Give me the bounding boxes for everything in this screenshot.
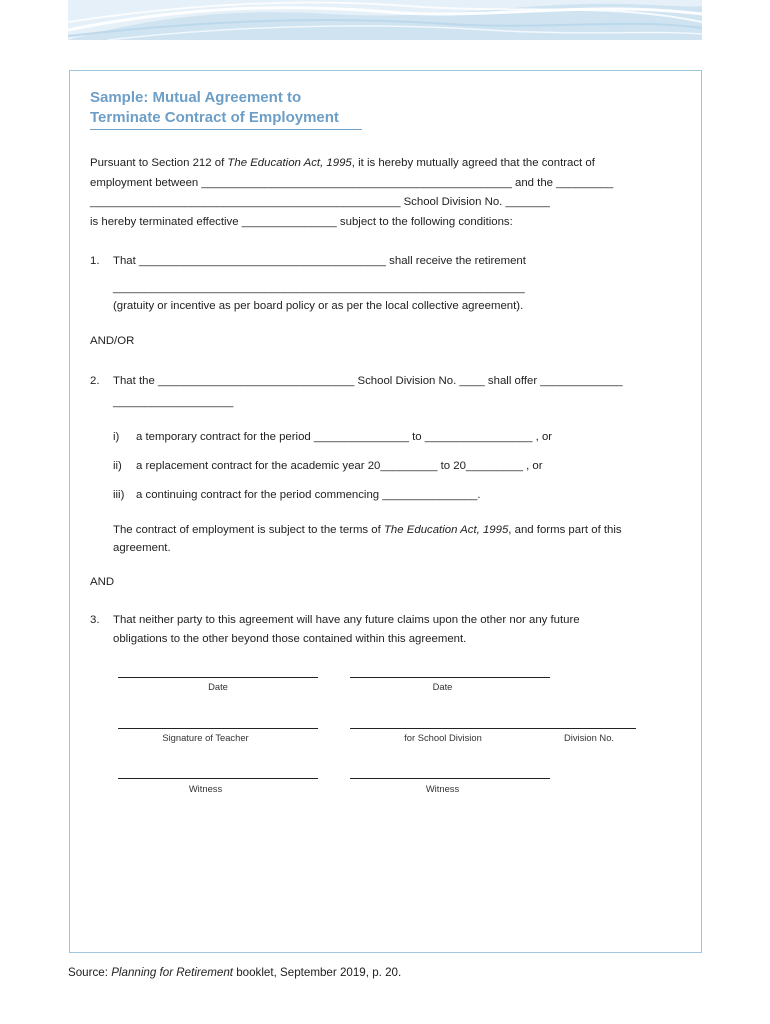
- item-1-line-3: (gratuity or incentive as per board policy or as per the local collective agreement).: [113, 300, 524, 312]
- source-suffix: booklet, September 2019, p. 20.: [232, 966, 402, 979]
- item-1-line-1: That _______________________________________ shall receive the retirement: [113, 255, 526, 267]
- witness-line-right: [350, 778, 550, 779]
- item-3-line-1: That neither party to this agreement will have any future claims upon the other nor any future: [113, 614, 580, 626]
- date-line-right: [350, 677, 550, 678]
- date-label-right: Date: [432, 681, 453, 692]
- witness-label-right: Witness: [425, 783, 460, 794]
- item-3-number: 3.: [90, 614, 100, 626]
- and-or-label: AND/OR: [90, 335, 135, 347]
- wave-graphic: [68, 0, 702, 40]
- and-label: AND: [90, 576, 115, 588]
- item-2-line-1: That the _______________________________ School Division No. ____ shall offer _____________: [113, 375, 623, 387]
- item-1-line-2: _________________________________________________________________: [113, 282, 525, 294]
- item-3-line-2: obligations to the other beyond those contained within this agreement.: [113, 633, 467, 645]
- division-signature-line: [350, 728, 636, 729]
- title-line-2: Terminate Contract of Employment: [90, 109, 339, 126]
- sub-iii-number: iii): [113, 489, 125, 501]
- sub-ii-number: ii): [113, 460, 122, 472]
- date-label-left: Date: [208, 681, 228, 692]
- intro-line-3: _________________________________________________ School Division No. _______: [90, 196, 550, 208]
- teacher-signature-line: [118, 728, 318, 729]
- terms-line-2: agreement.: [113, 542, 171, 554]
- booklet-title: Planning for Retirement: [111, 966, 233, 979]
- sub-ii-text: a replacement contract for the academic year 20_________ to 20_________ , or: [136, 460, 543, 472]
- item-2-line-2: ___________________: [113, 396, 234, 408]
- document-title: [90, 88, 362, 130]
- intro-text: Pursuant to Section 212 of: [90, 157, 228, 169]
- act-name: The Education Act, 1995: [383, 524, 509, 536]
- teacher-signature-label: Signature of Teacher: [162, 732, 249, 743]
- sub-i-number: i): [113, 431, 120, 443]
- title-line-1: Sample: Mutual Agreement to: [90, 89, 302, 106]
- item-2-number: 2.: [90, 375, 100, 387]
- division-number-label: Division No.: [564, 732, 615, 743]
- source-citation: [68, 966, 401, 980]
- terms-line-1: [113, 523, 622, 537]
- act-name: The Education Act, 1995: [227, 157, 352, 169]
- source-prefix: Source:: [68, 966, 112, 979]
- sub-i-text: a temporary contract for the period _______________ to _________________ , or: [136, 431, 553, 443]
- witness-line-left: [118, 778, 318, 779]
- terms-text: , and forms part of this: [508, 524, 622, 536]
- item-1-number: 1.: [90, 255, 100, 267]
- division-signature-label: for School Division: [404, 732, 482, 743]
- date-line-left: [118, 677, 318, 678]
- header-banner: [68, 0, 702, 40]
- intro-line-2: employment between _________________________________________________ and the _________: [90, 177, 614, 189]
- intro-text: , it is hereby mutually agreed that the contract of: [351, 157, 595, 169]
- intro-line-4: is hereby terminated effective _______________ subject to the following conditions:: [90, 216, 513, 228]
- terms-text: The contract of employment is subject to the terms of: [113, 524, 384, 536]
- witness-label-left: Witness: [188, 783, 223, 794]
- sub-iii-text: a continuing contract for the period commencing _______________.: [136, 489, 481, 501]
- intro-line-1: [90, 156, 595, 170]
